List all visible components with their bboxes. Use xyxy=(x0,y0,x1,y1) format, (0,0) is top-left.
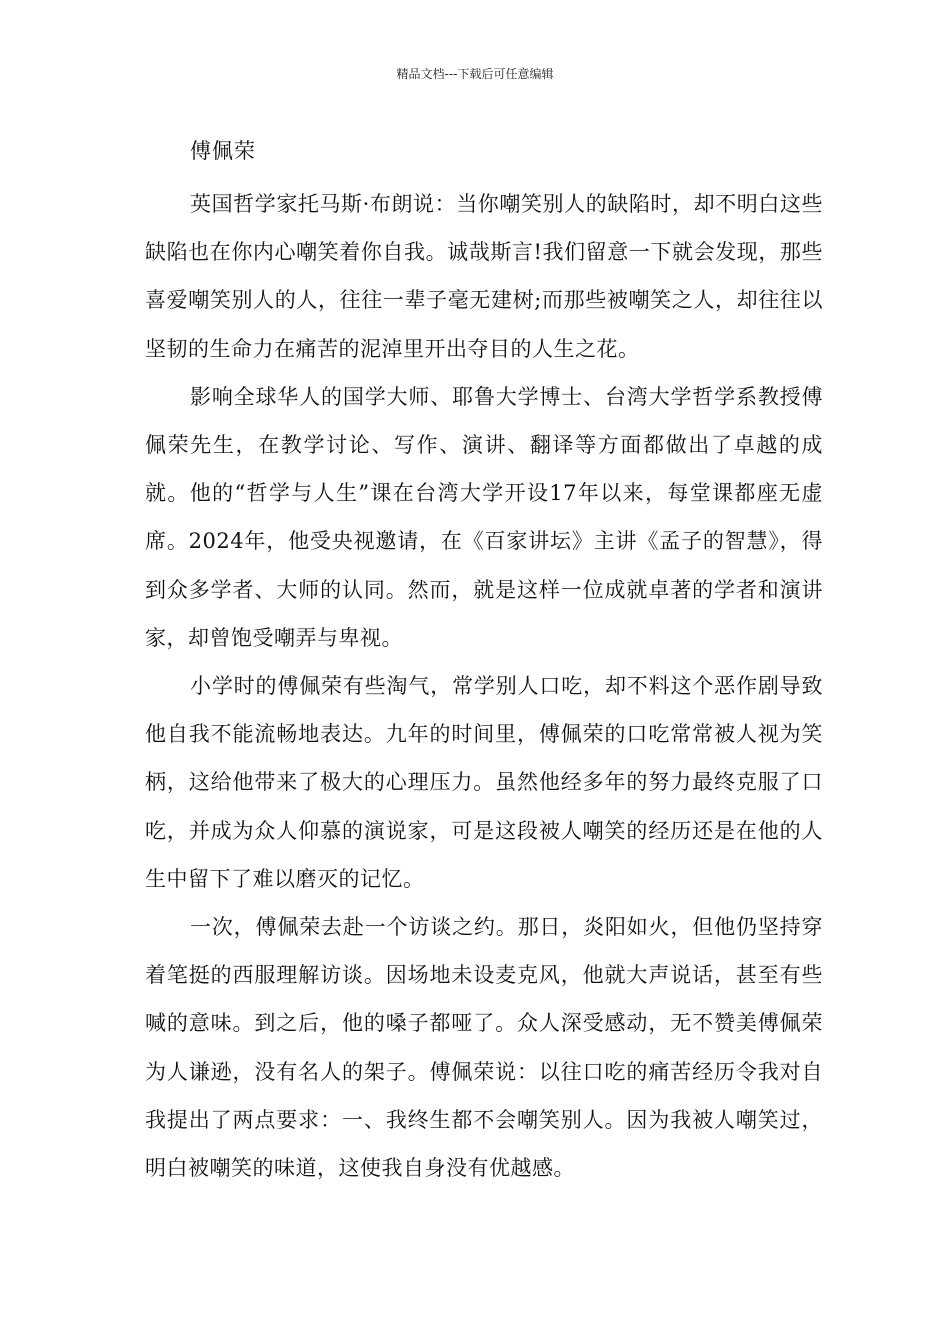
document-body xyxy=(145,180,823,1192)
paragraph: 英国哲学家托马斯·布朗说：当你嘲笑别人的缺陷时，却不明白这些缺陷也在你内心嘲笑着你自我。诚哉斯言!我们留意一下就会发现，那些喜爱嘲笑别人的人，往往一辈子毫无建树;而那些被嘲笑之人，却往往以坚韧的生命力在痛苦的泥淖里开出夺目的人生之花。 xyxy=(145,192,823,361)
page-header: 精品文档---下载后可任意编辑 xyxy=(396,67,554,81)
paragraph: 一次，傅佩荣去赴一个访谈之约。那日，炎阳如火，但他仍坚持穿着笔挺的西服理解访谈。因场地未设麦克风，他就大声说话，甚至有些喊的意味。到之后，他的嗓子都哑了。众人深受感动，无不赞美傅佩荣为人谦逊，没有名人的架子。傅佩荣说：以往口吃的痛苦经历令我对自我提出了两点要求：一、我终生都不会嘲笑别人。因为我被人嘲笑过，明白被嘲笑的味道，这使我自身没有优越感。 xyxy=(145,915,823,1181)
paragraph: 影响全球华人的国学大师、耶鲁大学博士、台湾大学哲学系教授傅佩荣先生，在教学讨论、写作、演讲、翻译等方面都做出了卓越的成就。他的“哲学与人生”课在台湾大学开设17年以来，每堂课都座无虚席。2024年，他受央视邀请，在《百家讲坛》主讲《孟子的智慧》，得到众多学者、大师的认同。然而，就是这样一位成就卓著的学者和演讲家，却曾饱受嘲弄与卑视。 xyxy=(145,384,823,650)
document-title: 傅佩荣 xyxy=(190,139,256,163)
paragraph: 小学时的傅佩荣有些淘气，常学别人口吃，却不料这个恶作剧导致他自我不能流畅地表达。九年的时间里，傅佩荣的口吃常常被人视为笑柄，这给他带来了极大的心理压力。虽然他经多年的努力最终克服了口吃，并成为众人仰慕的演说家，可是这段被人嘲笑的经历还是在他的人生中留下了难以磨灭的记忆。 xyxy=(145,674,823,891)
